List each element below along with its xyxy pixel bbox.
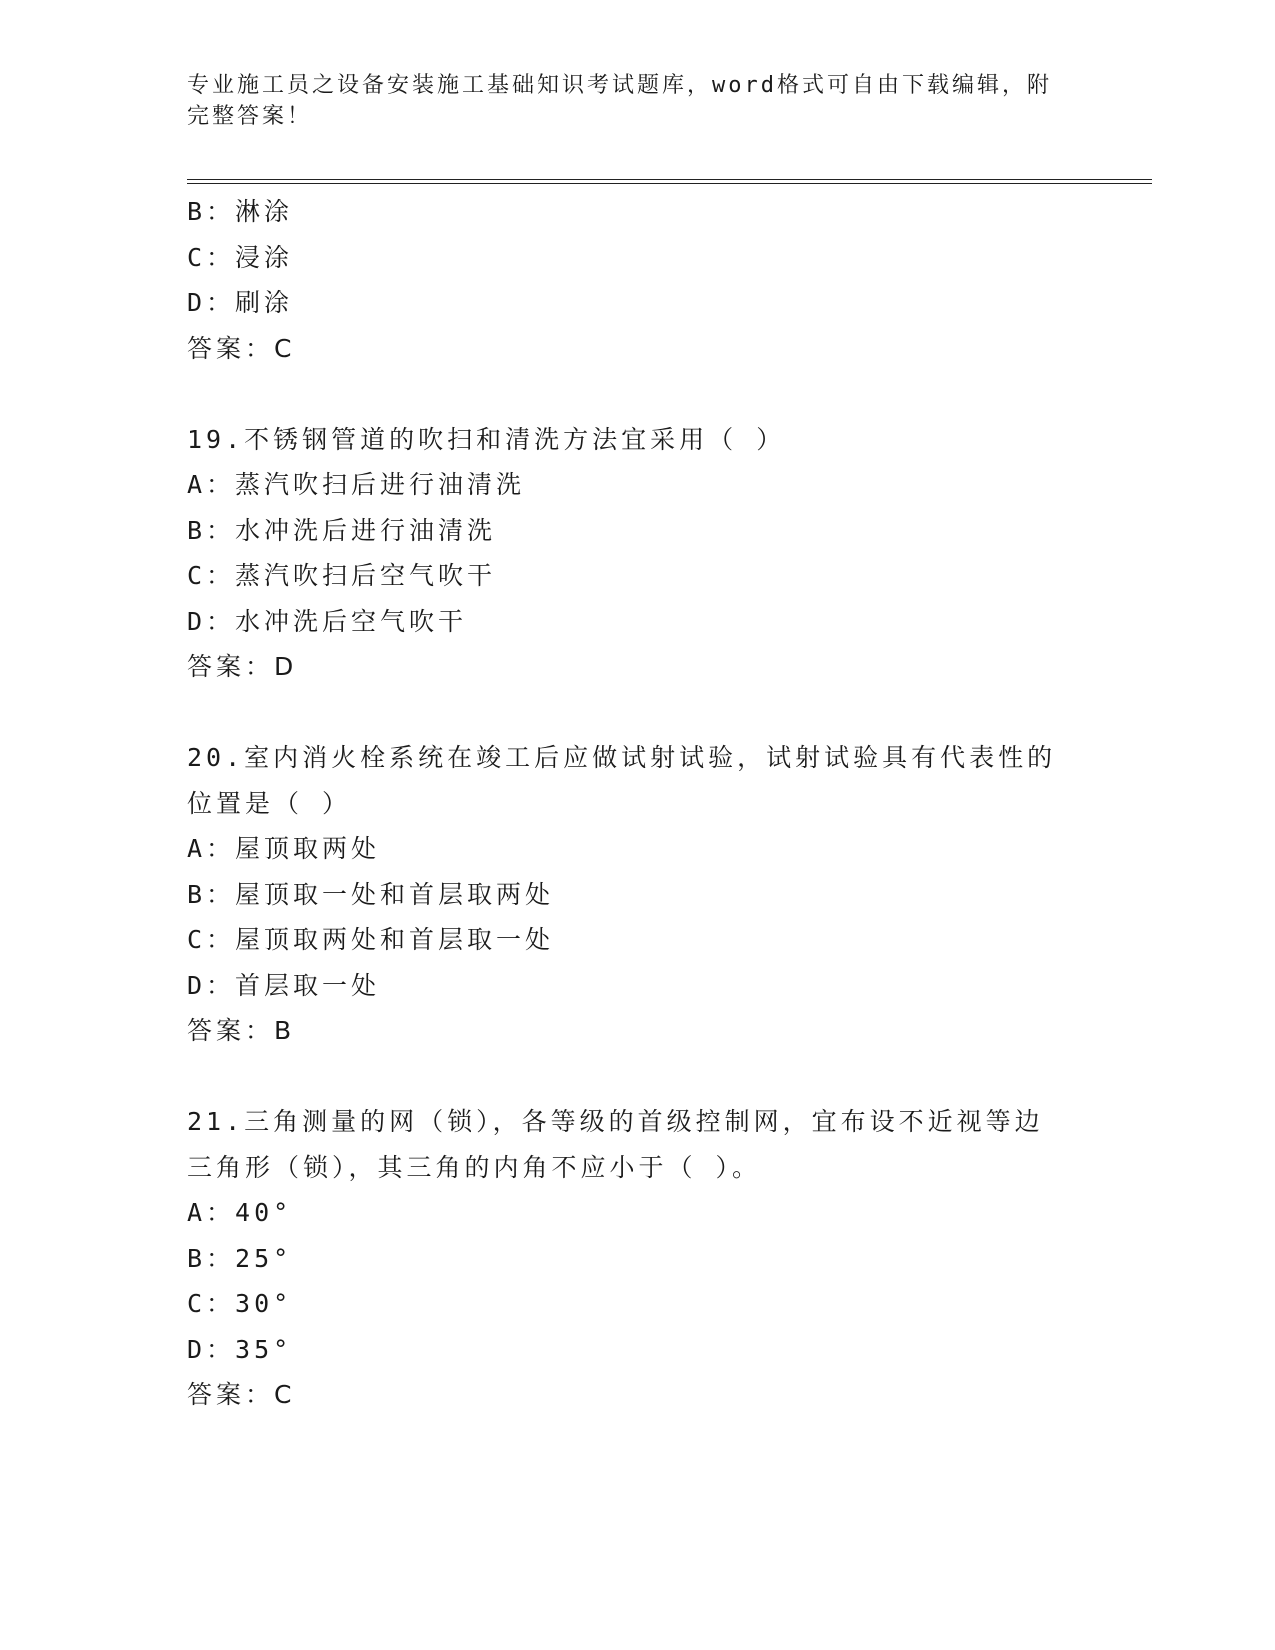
question-stem: 19.不锈钢管道的吹扫和清洗方法宜采用（ ）	[187, 424, 786, 454]
question-21	[187, 1099, 1087, 1418]
header-divider-bottom	[187, 183, 1152, 184]
question-19	[187, 417, 1087, 690]
option-c: C：30°	[187, 1289, 293, 1318]
header-divider-top	[187, 179, 1152, 180]
answer-line: 答案：C	[187, 1380, 296, 1409]
spacer	[187, 690, 1087, 736]
option-c: C：蒸汽吹扫后空气吹干	[187, 561, 497, 590]
option-b: B：屋顶取一处和首层取两处	[187, 879, 555, 909]
option-c: C：屋顶取两处和首层取一处	[187, 925, 555, 954]
option-c: C：浸涂	[187, 242, 294, 272]
question-stem: 20.室内消火栓系统在竣工后应做试射试验，试射试验具有代表性的位置是（ ）	[187, 743, 1057, 818]
question-20	[187, 735, 1087, 1054]
option-d: D：水冲洗后空气吹干	[187, 606, 468, 636]
option-b: B：25°	[187, 1243, 293, 1273]
answer-line: 答案：B	[187, 1016, 296, 1045]
option-d: D：刷涂	[187, 288, 294, 317]
spacer	[187, 1054, 1087, 1100]
option-d: D：首层取一处	[187, 970, 381, 1000]
question-stem: 21.三角测量的网（锁），各等级的首级控制网，宜布设不近视等边三角形（锁），其三角的内角不应小于（ ）。	[187, 1107, 1044, 1182]
option-a: A：40°	[187, 1198, 293, 1227]
option-a: A：屋顶取两处	[187, 834, 381, 863]
document-header-title: 专业施工员之设备安装施工基础知识考试题库，word格式可自由下载编辑，附完整答案！	[187, 73, 1052, 129]
question-list	[187, 189, 1087, 1418]
option-b: B：水冲洗后进行油清洗	[187, 515, 497, 545]
question-18-tail	[187, 189, 1087, 371]
option-b: B：淋涂	[187, 197, 294, 226]
option-a: A：蒸汽吹扫后进行油清洗	[187, 470, 526, 499]
option-d: D：35°	[187, 1334, 293, 1364]
spacer	[187, 371, 1087, 417]
answer-line: 答案：C	[187, 333, 296, 363]
answer-line: 答案：D	[187, 652, 298, 681]
